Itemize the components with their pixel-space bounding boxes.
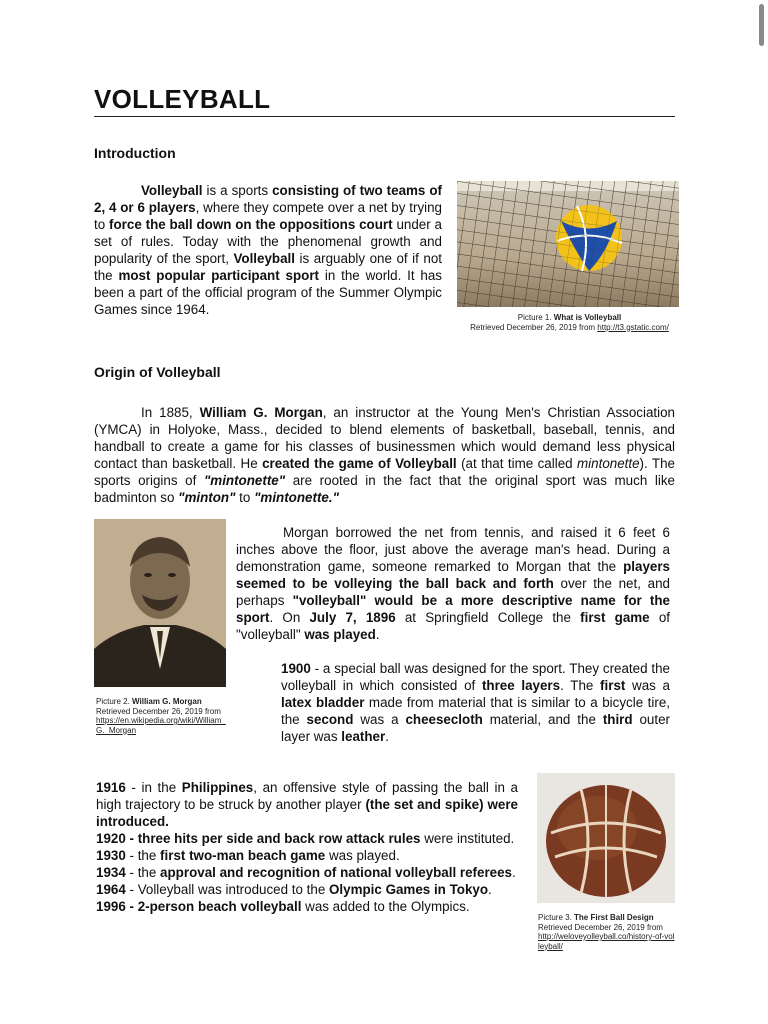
picture-2-source-link[interactable]: https://en.wikipedia.org/wiki/William_G._Morgan (96, 716, 226, 735)
timeline-item-1964: 1964 - Volleyball was introduced to the Olympic Games in Tokyo. (96, 882, 492, 897)
origin-paragraph: In 1885, William G. Morgan, an instructor at the Young Men's Christian Association (YMCA) in Holyoke, Mass., decided to blend elements of basketball, baseball, tennis, and handball to create a game for his classes of businessmen which would demand less physical contact than basketball. He created the game of Volleyball (at that time called mintonette). The sports origins of "mintonette" are rooted in the fact that the original sport was much like badminton so "minton" to "mintonette." (94, 405, 675, 505)
volleyball-net-photo (457, 181, 679, 307)
timeline-list (96, 779, 518, 915)
first-ball-photo (537, 773, 675, 903)
picture-3-source-link[interactable]: http://weloveyolleyball.co/history-of-volleyball/ (538, 932, 675, 951)
introduction-paragraph: Volleyball is a sports consisting of two teams of 2, 4 or 6 players, where they compete over a net by trying to force the ball down on the oppositions court under a set of rules. Today with the phenomenal growth and popularity of the sport, Volleyball is arguably one of if not the most popular participant sport in the world. It has been a part of the official program of the Summer Olympic Games since 1964. (94, 183, 443, 317)
timeline-item-1996: 1996 - 2-person beach volleyball was added to the Olympics. (96, 899, 470, 914)
origin-heading: Origin of Volleyball (94, 364, 221, 380)
morgan-net-paragraph: Morgan borrowed the net from tennis, and raised it 6 feet 6 inches above the floor, just above the average man's head. During a demonstration game, someone remarked to Morgan that the players seemed to be volleying the ball back and forth over the net, and perhaps "volleyball" would be a more descriptive name for the sport. On July 7, 1896 at Springfield College the first game of "volleyball" was played. (236, 525, 670, 642)
picture-2-caption: Picture 2. William G. Morgan Retrieved December 26, 2019 from https://en.wikipedia.org/wiki/William_G._Morgan (96, 697, 226, 735)
picture-3-caption: Picture 3. The First Ball Design Retrieved December 26, 2019 from http://weloveyolleyball.co/history-of-volleyball/ (538, 913, 675, 951)
william-morgan-portrait (94, 519, 226, 687)
title-underline (94, 116, 675, 117)
timeline-item-1934: 1934 - the approval and recognition of national volleyball referees. (96, 865, 516, 880)
timeline-item-1920: 1920 - three hits per side and back row attack rules were instituted. (96, 831, 515, 846)
picture-1-source-link[interactable]: http://t3.gstatic.com/ (597, 322, 669, 332)
ball-1900-paragraph: 1900 - a special ball was designed for the sport. They created the volleyball in which consisted of three layers. The first was a latex bladder made from material that is similar to a bicycle tire, the second was a cheesecloth material, and the third outer layer was leather. (281, 661, 671, 744)
scrollbar-thumb[interactable] (759, 4, 764, 46)
page-title: VOLLEYBALL (94, 84, 271, 114)
introduction-heading: Introduction (94, 145, 176, 161)
timeline-item-1916: 1916 - in the Philippines, an offensive style of passing the ball in a high trajectory to be struck by another player (the set and spike) were introduced. (96, 780, 519, 829)
picture-1-caption: Picture 1. What is Volleyball Retrieved December 26, 2019 from http://t3.gstatic.com/ (470, 313, 669, 332)
timeline-item-1930: 1930 - the first two-man beach game was played. (96, 848, 400, 863)
